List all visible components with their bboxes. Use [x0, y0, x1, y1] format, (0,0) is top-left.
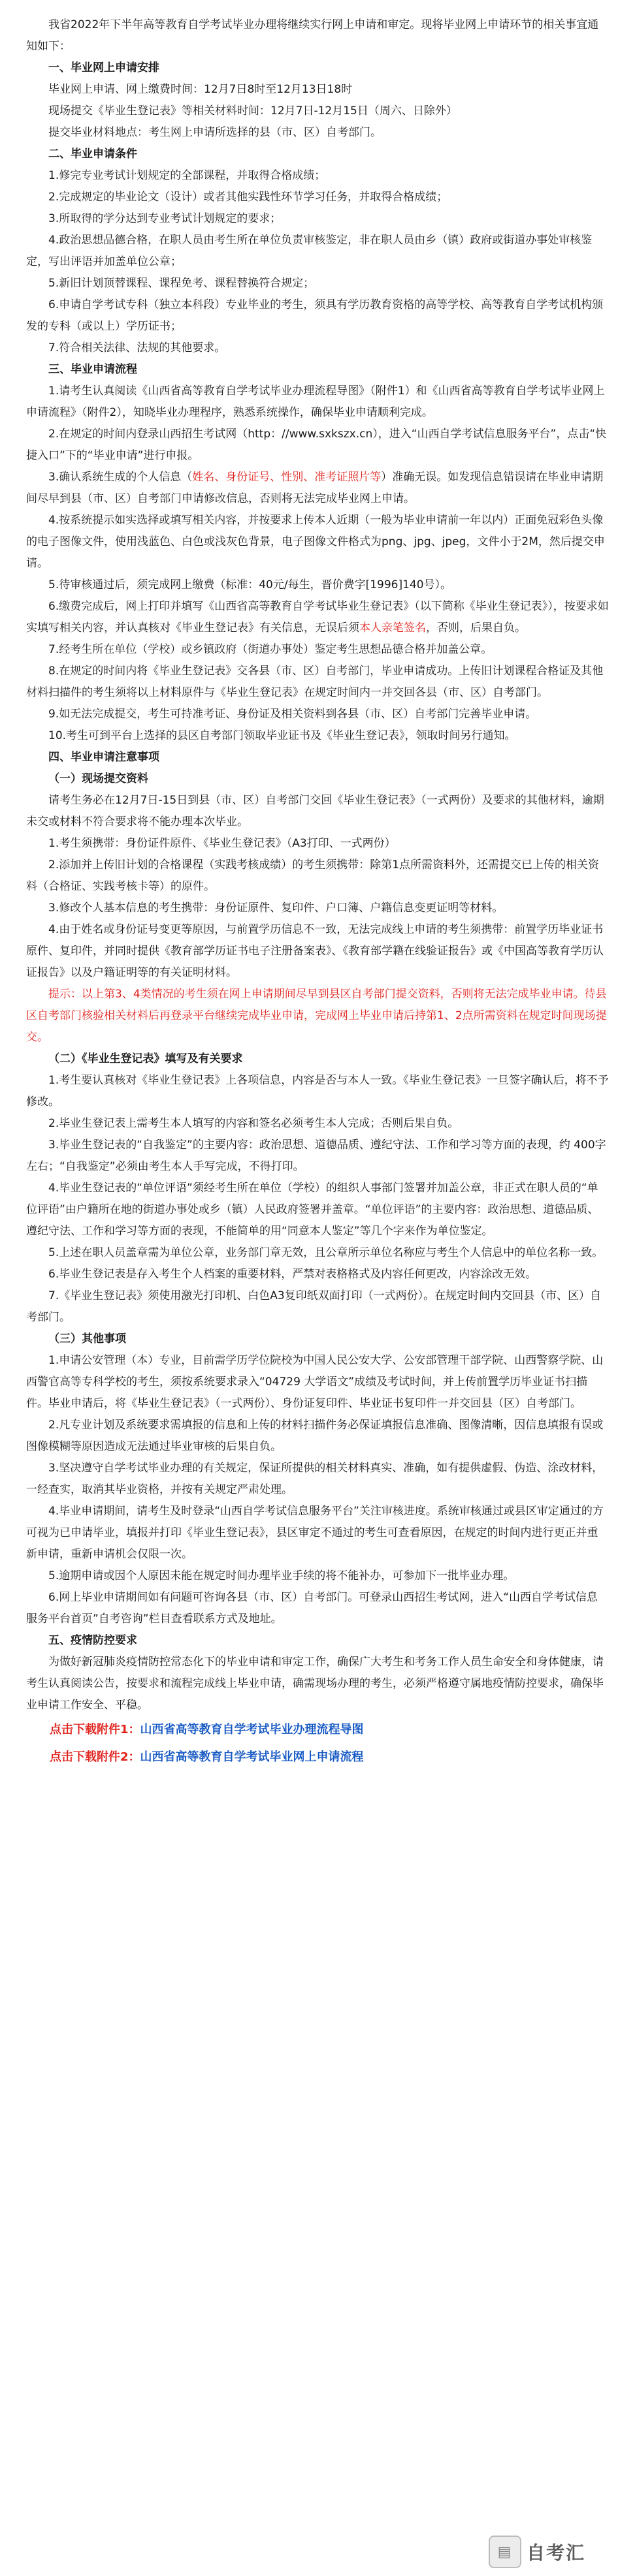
section-heading [26, 1328, 609, 1350]
paragraph [26, 1070, 609, 1113]
paragraph [26, 187, 609, 208]
paragraph [26, 725, 609, 747]
paragraph [26, 1350, 609, 1415]
attachment-link[interactable]: 山西省高等教育自学考试毕业网上申请流程 [140, 1750, 364, 1764]
paragraph [26, 1587, 609, 1630]
paragraph [26, 1565, 609, 1587]
paragraph [26, 1652, 609, 1716]
highlighted-text: 本人亲笔签名 [359, 621, 426, 635]
paragraph-text: ）准确无误。如发现信息错误请在毕业申请期间尽早到县（市、区）自考部门申请修改信息，否则将无法完成毕业网上申请。 [26, 471, 604, 505]
paragraph [26, 14, 609, 57]
paragraph [26, 833, 609, 855]
paragraph-text: 4.毕业申请期间，请考生及时登录“山西自学考试信息服务平台”关注审核进度。系统审核通过或县区审定通过的方可视为已申请毕业，填报并打印《毕业生登记表》，县区审定不通过的考生可查看原因，在规定的时间内进行更正并重新申请，重新申请机会仅限一次。 [26, 1505, 604, 1561]
paragraph-text: 7.经考生所在单位（学校）或乡镇政府（街道办事处）鉴定考生思想品德合格并加盖公章。 [48, 643, 493, 656]
section-heading [26, 144, 609, 165]
paragraph-text: 10.考生可到平台上选择的县区自考部门领取毕业证书及《毕业生登记表》，领取时间另行通知。 [48, 729, 516, 742]
paragraph-text: 2.在规定的时间内登录山西招生考试网（http：//www.sxkszx.cn），进入“山西自学考试信息服务平台”，点击“快捷入口”下的“毕业申请”进行申报。 [26, 428, 607, 462]
paragraph [26, 165, 609, 187]
paragraph [26, 101, 609, 122]
paragraph [26, 273, 609, 294]
section-heading [26, 57, 609, 79]
paragraph-text: 1.考生须携带：身份证件原件、《毕业生登记表》（A3打印、一式两份） [48, 837, 396, 850]
logo-icon: ▤ [489, 2536, 521, 2568]
paragraph [26, 510, 609, 574]
paragraph-text: 一、毕业网上申请安排 [48, 61, 159, 74]
paragraph-text: 三、毕业申请流程 [48, 363, 137, 376]
section-heading [26, 747, 609, 768]
paragraph-text: 提交毕业材料地点：考生网上申请所选择的县（市、区）自考部门。 [48, 126, 382, 139]
paragraph [26, 596, 609, 639]
section-heading [26, 1048, 609, 1070]
paragraph [26, 1264, 609, 1285]
paragraph [26, 1458, 609, 1501]
paragraph [26, 1501, 609, 1565]
paragraph [26, 467, 609, 510]
paragraph-text: 2.完成规定的毕业论文（设计）或者其他实践性环节学习任务，并取得合格成绩； [48, 191, 448, 204]
paragraph-text: 3.坚决遵守自学考试毕业办理的有关规定，保证所提供的相关材料真实、准确，如有提供虚假、伪造、涂改材料，一经查实，取消其毕业资格，并按有关规定严肃处理。 [26, 1462, 604, 1496]
paragraph [26, 122, 609, 144]
attachment-link[interactable]: 山西省高等教育自学考试毕业办理流程导图 [140, 1723, 364, 1736]
paragraph-text: 7.《毕业生登记表》须使用激光打印机、白色A3复印纸双面打印（一式两份）。在规定时间内交回县（市、区）自考部门。 [26, 1289, 602, 1324]
paragraph [26, 704, 609, 725]
paragraph [26, 294, 609, 338]
paragraph-text: 6.网上毕业申请期间如有问题可咨询各县（市、区）自考部门。可登录山西招生考试网，进入“山西自学考试信息服务平台首页”自考咨询”栏目查看联系方式及地址。 [26, 1591, 598, 1626]
paragraph [26, 79, 609, 101]
paragraph [26, 984, 609, 1048]
paragraph [26, 1113, 609, 1135]
paragraph-text: 8.在规定的时间内将《毕业生登记表》交各县（市、区）自考部门，毕业申请成功。上传旧计划课程合格证及其他材料扫描件的考生须将以上材料原件与《毕业生登记表》在规定时间内一并交回各县（市、区）自考部门。 [26, 665, 604, 699]
article-body [26, 14, 609, 1771]
paragraph-text: 5.新旧计划顶替课程、课程免考、课程替换符合规定； [48, 277, 315, 290]
paragraph-text: 6.毕业生登记表是存入考生个人档案的重要材料，严禁对表格格式及内容任何更改，内容涂改无效。 [48, 1268, 537, 1281]
paragraph [26, 574, 609, 596]
paragraph-text: 2.毕业生登记表上需考生本人填写的内容和签名必须考生本人完成；否则后果自负。 [48, 1117, 459, 1130]
paragraph-text: 6.缴费完成后，网上打印并填写《山西省高等教育自学考试毕业生登记表》（以下简称《毕业生登记表》），按要求如实填写相关内容，并认真核对《毕业生登记表》有关信息，无误后须 [26, 600, 609, 635]
paragraph-text: （三）其他事项 [48, 1332, 126, 1345]
section-heading [26, 768, 609, 790]
paragraph [26, 639, 609, 661]
paragraph-text: 我省2022年下半年高等教育自学考试毕业办理将继续实行网上申请和审定。现将毕业网上申请环节的相关事宜通知如下： [26, 18, 599, 53]
paragraph [26, 208, 609, 230]
paragraph-text: 为做好新冠肺炎疫情防控常态化下的毕业申请和审定工作，确保广大考生和考务工作人员生命安全和身体健康，请考生认真阅读公告，按要求和流程完成线上毕业申请，确需现场办理的考生，必须严格遵守属地疫情防控要求，确保毕业申请工作安全、平稳。 [26, 1656, 604, 1712]
paragraph-text: 1.请考生认真阅读《山西省高等教育自学考试毕业办理流程导图》（附件1）和《山西省高等教育自学考试毕业网上申请流程》（附件2），知晓毕业办理程序，熟悉系统操作，确保毕业申请顺利完成。 [26, 385, 605, 419]
paragraph [26, 230, 609, 273]
paragraph-text: 提示：以上第3、4类情况的考生须在网上申请期间尽早到县区自考部门提交资料，否则将无法完成毕业申请。待县区自考部门核验相关材料后再登录平台继续完成毕业申请，完成网上毕业申请后持第1、2点所需资料在规定时间现场提交。 [26, 988, 607, 1044]
paragraph-text: 五、疫情防控要求 [48, 1634, 137, 1647]
paragraph-text: 1.考生要认真核对《毕业生登记表》上各项信息，内容是否与本人一致。《毕业生登记表》一旦签字确认后，将不予修改。 [26, 1074, 609, 1108]
paragraph-text: 1.申请公安管理（本）专业，目前需学历学位院校为中国人民公安大学、公安部管理干部学院、山西警察学院、山西警官高等专科学校的考生，须按系统要求录入“04729 大学语文”成绩及考试时间，并上传前置学历毕业证书扫描件。毕业申请后，将《毕业生登记表》（一式两份）、身份证复印件、毕业证书复印件一并交回县（区）自考部门。 [26, 1354, 604, 1410]
paragraph-text: 5.上述在职人员盖章需为单位公章，业务部门章无效，且公章所示单位名称应与考生个人信息中的单位名称一致。 [48, 1246, 604, 1259]
paragraph-text: 2.凡专业计划及系统要求需填报的信息和上传的材料扫描件务必保证填报信息准确、图像清晰，因信息填报有误或图像模糊等原因造成无法通过毕业审核的后果自负。 [26, 1419, 604, 1453]
paragraph-text: 请考生务必在12月7日-15日到县（市、区）自考部门交回《毕业生登记表》（一式两份）及要求的其他材料，逾期未交或材料不符合要求将不能办理本次毕业。 [26, 794, 604, 828]
attachment-download-line [26, 1744, 609, 1771]
paragraph-text: （二）《毕业生登记表》填写及有关要求 [48, 1052, 243, 1065]
paragraph-text: 9.如无法完成提交，考生可持准考证、身份证及相关资料到各县（市、区）自考部门完善毕业申请。 [48, 708, 537, 721]
highlighted-text: 姓名、身份证号、性别、准考证照片等 [192, 471, 382, 484]
paragraph-text: 7.符合相关法律、法规的其他要求。 [48, 341, 226, 354]
section-heading [26, 359, 609, 381]
paragraph-text: 二、毕业申请条件 [48, 148, 137, 161]
logo-text: 自考汇 [527, 2542, 586, 2564]
paragraph-text: 现场提交《毕业生登记表》等相关材料时间：12月7日-12月15日（周六、日除外） [48, 104, 457, 118]
paragraph [26, 855, 609, 898]
paragraph-text: 4.毕业生登记表的“单位评语”须经考生所在单位（学校）的组织人事部门签署并加盖公章，非正式在职人员的“单位评语”由户籍所在地的街道办事处或乡（镇）人民政府签署并盖章。“单位评语”的主要内容：政治思想、道德品质、遵纪守法、工作和学习等方面的表现，不能简单的用“同意本人鉴定”等几个字来作为单位鉴定。 [26, 1182, 599, 1238]
attachment-prefix: 点击下载附件1： [50, 1723, 140, 1736]
paragraph [26, 1242, 609, 1264]
paragraph [26, 1178, 609, 1242]
site-logo [489, 2532, 626, 2572]
paragraph-text: 3.所取得的学分达到专业考试计划规定的要求； [48, 212, 282, 225]
paragraph-text: （一）现场提交资料 [48, 772, 148, 785]
attachment-download-line [26, 1716, 609, 1744]
paragraph [26, 1135, 609, 1178]
paragraph [26, 919, 609, 984]
paragraph-text: 四、毕业申请注意事项 [48, 751, 159, 764]
paragraph-text: 4.政治思想品德合格，在职人员由考生所在单位负责审核鉴定，非在职人员由乡（镇）政府或街道办事处审核鉴定，写出评语并加盖单位公章； [26, 234, 593, 268]
paragraph-text: 3.确认系统生成的个人信息（ [48, 471, 193, 484]
paragraph [26, 381, 609, 424]
paragraph-text: 4.按系统提示如实选择或填写相关内容，并按要求上传本人近期（一般为毕业申请前一年以内）正面免冠彩色头像的电子图像文件，使用浅蓝色、白色或浅灰色背景，电子图像文件格式为png、jpg、jpeg，文件小于2M，然后提交申请。 [26, 514, 605, 570]
paragraph [26, 1285, 609, 1328]
paragraph-text: 2.添加并上传旧计划的合格课程（实践考核成绩）的考生须携带：除第1点所需资料外，还需提交已上传的相关资料（合格证、实践考核卡等）的原件。 [26, 858, 600, 893]
paragraph-text: ，否则，后果自负。 [426, 621, 526, 635]
paragraph [26, 790, 609, 833]
paragraph-text: 6.申请自学考试专科（独立本科段）专业毕业的考生，须具有学历教育资格的高等学校、高等教育自学考试机构颁发的专科（或以上）学历证书； [26, 298, 604, 333]
paragraph-text: 4.由于姓名或身份证号变更等原因，与前置学历信息不一致，无法完成线上申请的考生须携带：前置学历毕业证书原件、复印件，并同时提供《教育部学历证书电子注册备案表》、《教育部学籍在线验证报告》或《中国高等教育学历认证报告》以及户籍证明等的有关证明材料。 [26, 923, 604, 979]
attachment-prefix: 点击下载附件2： [50, 1750, 140, 1764]
paragraph [26, 661, 609, 704]
paragraph-text: 3.修改个人基本信息的考生携带：身份证原件、复印件、户口簿、户籍信息变更证明等材料。 [48, 902, 504, 915]
paragraph [26, 424, 609, 467]
section-heading [26, 1630, 609, 1652]
paragraph-text: 5.待审核通过后，须完成网上缴费（标准：40元/每生，晋价费字[1996]140号）。 [48, 578, 452, 591]
paragraph-text: 毕业网上申请、网上缴费时间：12月7日8时至12月13日18时 [48, 83, 353, 96]
paragraph [26, 338, 609, 359]
paragraph-text: 3.毕业生登记表的“自我鉴定”的主要内容：政治思想、道德品质、遵纪守法、工作和学习等方面的表现，约 400字左右；“自我鉴定”必须由考生本人手写完成，不得打印。 [26, 1139, 606, 1173]
paragraph [26, 1415, 609, 1458]
paragraph-text: 5.逾期申请或因个人原因未能在规定时间办理毕业手续的将不能补办，可参加下一批毕业办理。 [48, 1569, 515, 1582]
paragraph-text: 1.修完专业考试计划规定的全部课程，并取得合格成绩； [48, 169, 326, 182]
paragraph [26, 898, 609, 919]
